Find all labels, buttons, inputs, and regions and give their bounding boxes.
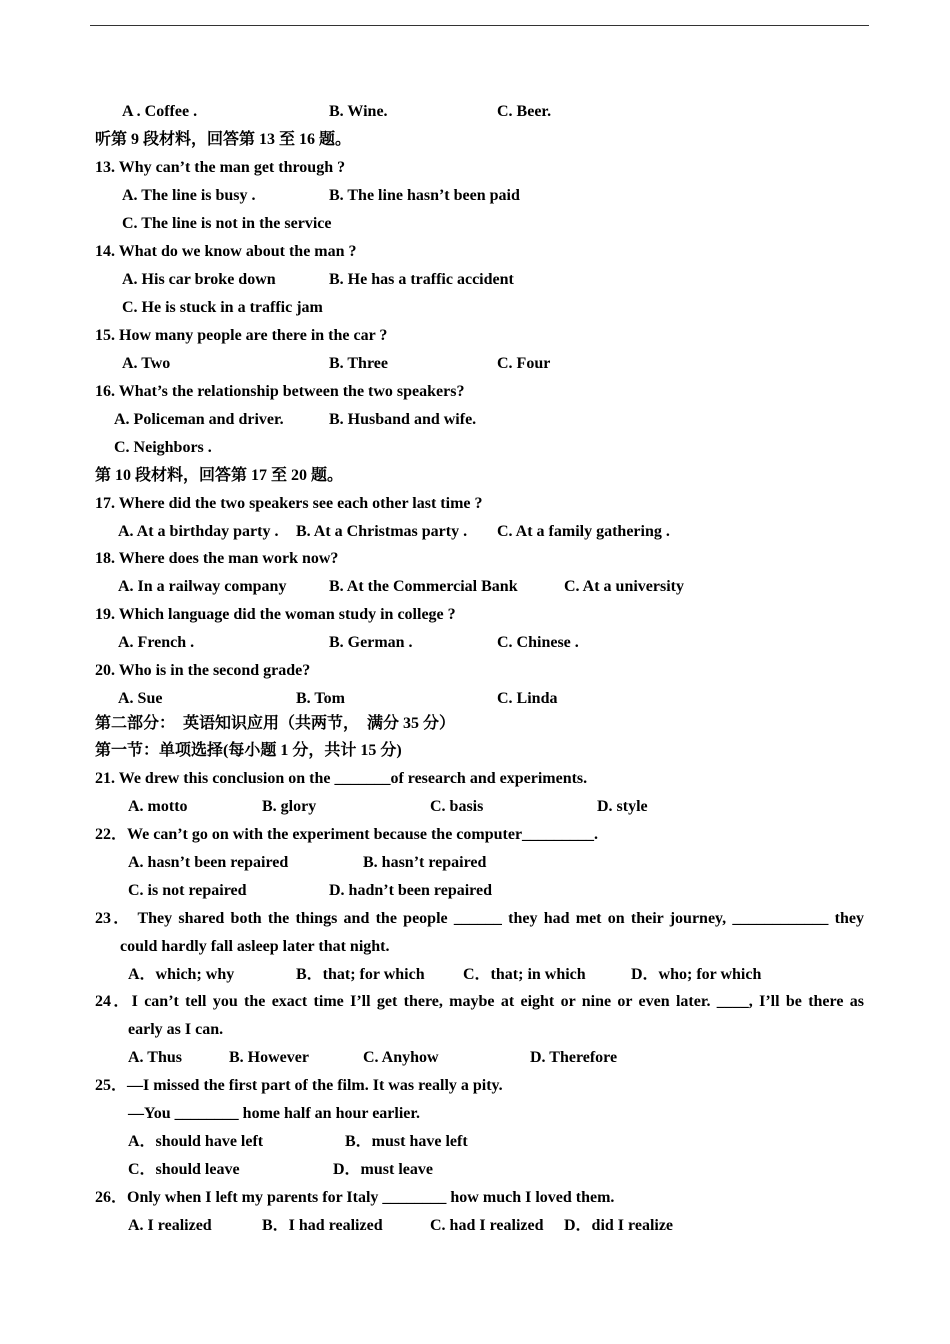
q15-option-c: C. Four [497,355,551,372]
q23-option-b: B．that; for which [296,966,425,983]
q23-option-d: D．who; for which [631,966,762,983]
q16-option-a: A. Policeman and driver. [114,411,284,428]
q12-option-b: B. Wine. [329,103,388,120]
q13-option-a: A. The line is busy . [122,187,256,204]
q20-question: 20. Who is in the second grade? [95,662,311,679]
q13-option-b: B. The line hasn’t been paid [329,187,520,204]
q20-option-a: A. Sue [118,690,163,707]
section10-header: 第 10 段材料，回答第 17 至 20 题。 [95,467,344,484]
q18-question: 18. Where does the man work now? [95,550,339,567]
q19-option-b: B. German . [329,634,413,651]
q12-option-c: C. Beer. [497,103,552,120]
q17-question: 17. Where did the two speakers see each other last time ? [95,495,483,512]
q19-question: 19. Which language did the woman study in college ? [95,606,456,623]
q23-question-line2: could hardly fall asleep later that night. [120,938,390,955]
q17-option-b: B. At a Christmas party . [296,523,468,540]
q19-option-c: C. Chinese . [497,634,579,651]
q22-option-d: D. hadn’t been repaired [329,882,492,899]
q22-option-b: B. hasn’t repaired [363,854,487,871]
q26-question: 26．Only when I left my parents for Italy ________ how much I loved them. [95,1189,615,1206]
q21-question: 21. We drew this conclusion on the _______of research and experiments. [95,770,588,787]
q23-question-line1: 23． They shared both the things and the people ______ they had met on their journey, ____________ they [95,910,864,927]
q24-option-a: A. Thus [128,1049,182,1066]
q18-option-c: C. At a university [564,578,684,595]
q20-option-b: B. Tom [296,690,345,707]
q24-option-b: B. However [229,1049,309,1066]
q25-dialogue-line1: 25．—I missed the first part of the film. It was really a pity. [95,1077,503,1094]
q14-option-c: C. He is stuck in a traffic jam [122,299,323,316]
q19-option-a: A. French . [118,634,195,651]
q23-option-a: A．which; why [128,966,235,983]
q24-question-line2: early as I can. [128,1021,224,1038]
part2-header: 第二部分： 英语知识应用（共两节， 满分 35 分） [95,715,456,732]
q25-option-a: A．should have left [128,1133,264,1150]
q22-question: 22．We can’t go on with the experiment because the computer_________. [95,826,599,843]
q21-option-d: D. style [597,798,648,815]
section9-header: 听第 9 段材料，回答第 13 至 16 题。 [95,131,352,148]
q20-option-c: C. Linda [497,690,558,707]
q14-option-b: B. He has a traffic accident [329,271,514,288]
q21-option-a: A. motto [128,798,188,815]
q25-option-c: C．should leave [128,1161,240,1178]
q26-option-b: B．I had realized [262,1217,383,1234]
q14-option-a: A. His car broke down [122,271,276,288]
q17-option-a: A. At a birthday party . [118,523,279,540]
q15-option-b: B. Three [329,355,388,372]
q16-question: 16. What’s the relationship between the two speakers? [95,383,465,400]
q15-question: 15. How many people are there in the car ? [95,327,388,344]
q22-option-a: A. hasn’t been repaired [128,854,289,871]
part2-section1-header: 第一节：单项选择(每小题 1 分，共计 15 分) [95,742,402,759]
q16-option-c: C. Neighbors . [114,439,212,456]
q25-option-d: D．must leave [333,1161,433,1178]
header-rule [90,25,869,26]
q24-option-c: C. Anyhow [363,1049,439,1066]
q24-option-d: D. Therefore [530,1049,618,1066]
q26-option-d: D．did I realize [564,1217,674,1234]
q18-option-a: A. In a railway company [118,578,287,595]
q26-option-c: C. had I realized [430,1217,544,1234]
q12-option-a: A . Coffee . [122,103,198,120]
q24-question-line1: 24．I can’t tell you the exact time I’ll get there, maybe at eight or nine or even later. ____, I’ll be there as [95,993,864,1010]
q16-option-b: B. Husband and wife. [329,411,477,428]
q26-option-a: A. I realized [128,1217,212,1234]
q13-option-c: C. The line is not in the service [122,215,332,232]
q14-question: 14. What do we know about the man ? [95,243,357,260]
q21-option-c: C. basis [430,798,484,815]
q15-option-a: A. Two [122,355,171,372]
q17-option-c: C. At a family gathering . [497,523,670,540]
q13-question: 13. Why can’t the man get through ? [95,159,346,176]
q25-option-b: B．must have left [345,1133,468,1150]
q21-option-b: B. glory [262,798,317,815]
q22-option-c: C. is not repaired [128,882,247,899]
q25-dialogue-line2: —You ________ home half an hour earlier. [128,1105,421,1122]
q18-option-b: B. At the Commercial Bank [329,578,518,595]
q23-option-c: C．that; in which [463,966,586,983]
